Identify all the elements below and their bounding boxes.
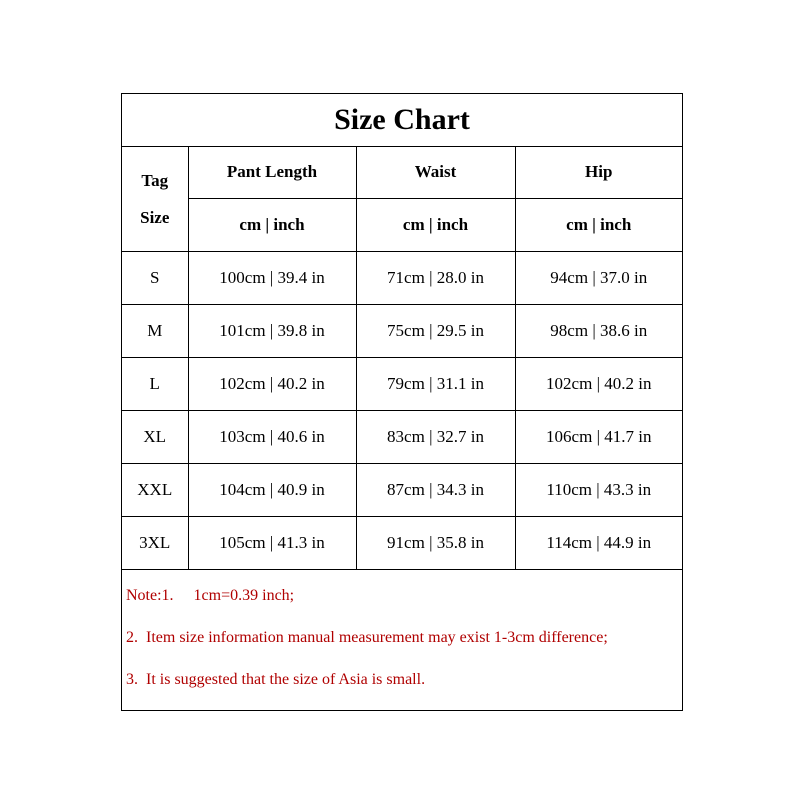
unit-label-pant-length: cm | inch (188, 199, 356, 252)
hip-cell: 102cm | 40.2 in (515, 358, 682, 411)
unit-label-waist: cm | inch (356, 199, 515, 252)
size-cell: XXL (122, 464, 188, 517)
size-cell: L (122, 358, 188, 411)
size-cell: S (122, 252, 188, 305)
pant-length-cell: 101cm | 39.8 in (188, 305, 356, 358)
note-line-3: 3. It is suggested that the size of Asia is small. (126, 671, 426, 688)
hip-cell: 106cm | 41.7 in (515, 411, 682, 464)
pant-length-cell: 103cm | 40.6 in (188, 411, 356, 464)
hip-cell: 114cm | 44.9 in (515, 517, 682, 570)
note-line-2: 2. Item size information manual measurement may exist 1-3cm difference; (126, 629, 608, 646)
size-cell: M (122, 305, 188, 358)
waist-cell: 71cm | 28.0 in (356, 252, 515, 305)
hip-cell: 98cm | 38.6 in (515, 305, 682, 358)
pant-length-cell: 105cm | 41.3 in (188, 517, 356, 570)
size-cell: XL (122, 411, 188, 464)
column-header-hip: Hip (515, 146, 682, 199)
hip-cell: 110cm | 43.3 in (515, 464, 682, 517)
pant-length-cell: 100cm | 39.4 in (188, 252, 356, 305)
table-row (122, 252, 682, 305)
units-row (122, 199, 682, 252)
column-header-pant-length: Pant Length (188, 146, 356, 199)
header-row (122, 146, 682, 199)
tag-size-label-line2: Size (140, 207, 170, 227)
hip-cell: 94cm | 37.0 in (515, 252, 682, 305)
size-table (122, 146, 682, 570)
pant-length-cell: 104cm | 40.9 in (188, 464, 356, 517)
size-cell: 3XL (122, 517, 188, 570)
table-row (122, 411, 682, 464)
column-header-waist: Waist (356, 146, 515, 199)
table-row (122, 305, 682, 358)
waist-cell: 83cm | 32.7 in (356, 411, 515, 464)
tag-size-label-line1: Tag (141, 170, 169, 190)
unit-label-hip: cm | inch (515, 199, 682, 252)
chart-title: Size Chart (122, 94, 682, 147)
waist-cell: 75cm | 29.5 in (356, 305, 515, 358)
waist-cell: 91cm | 35.8 in (356, 517, 515, 570)
note-line-1: Note:1. 1cm=0.39 inch; (126, 587, 295, 604)
tag-size-header (122, 146, 188, 252)
waist-cell: 87cm | 34.3 in (356, 464, 515, 517)
table-row (122, 358, 682, 411)
pant-length-cell: 102cm | 40.2 in (188, 358, 356, 411)
table-row (122, 464, 682, 517)
table-row (122, 517, 682, 570)
size-chart (121, 93, 683, 711)
waist-cell: 79cm | 31.1 in (356, 358, 515, 411)
